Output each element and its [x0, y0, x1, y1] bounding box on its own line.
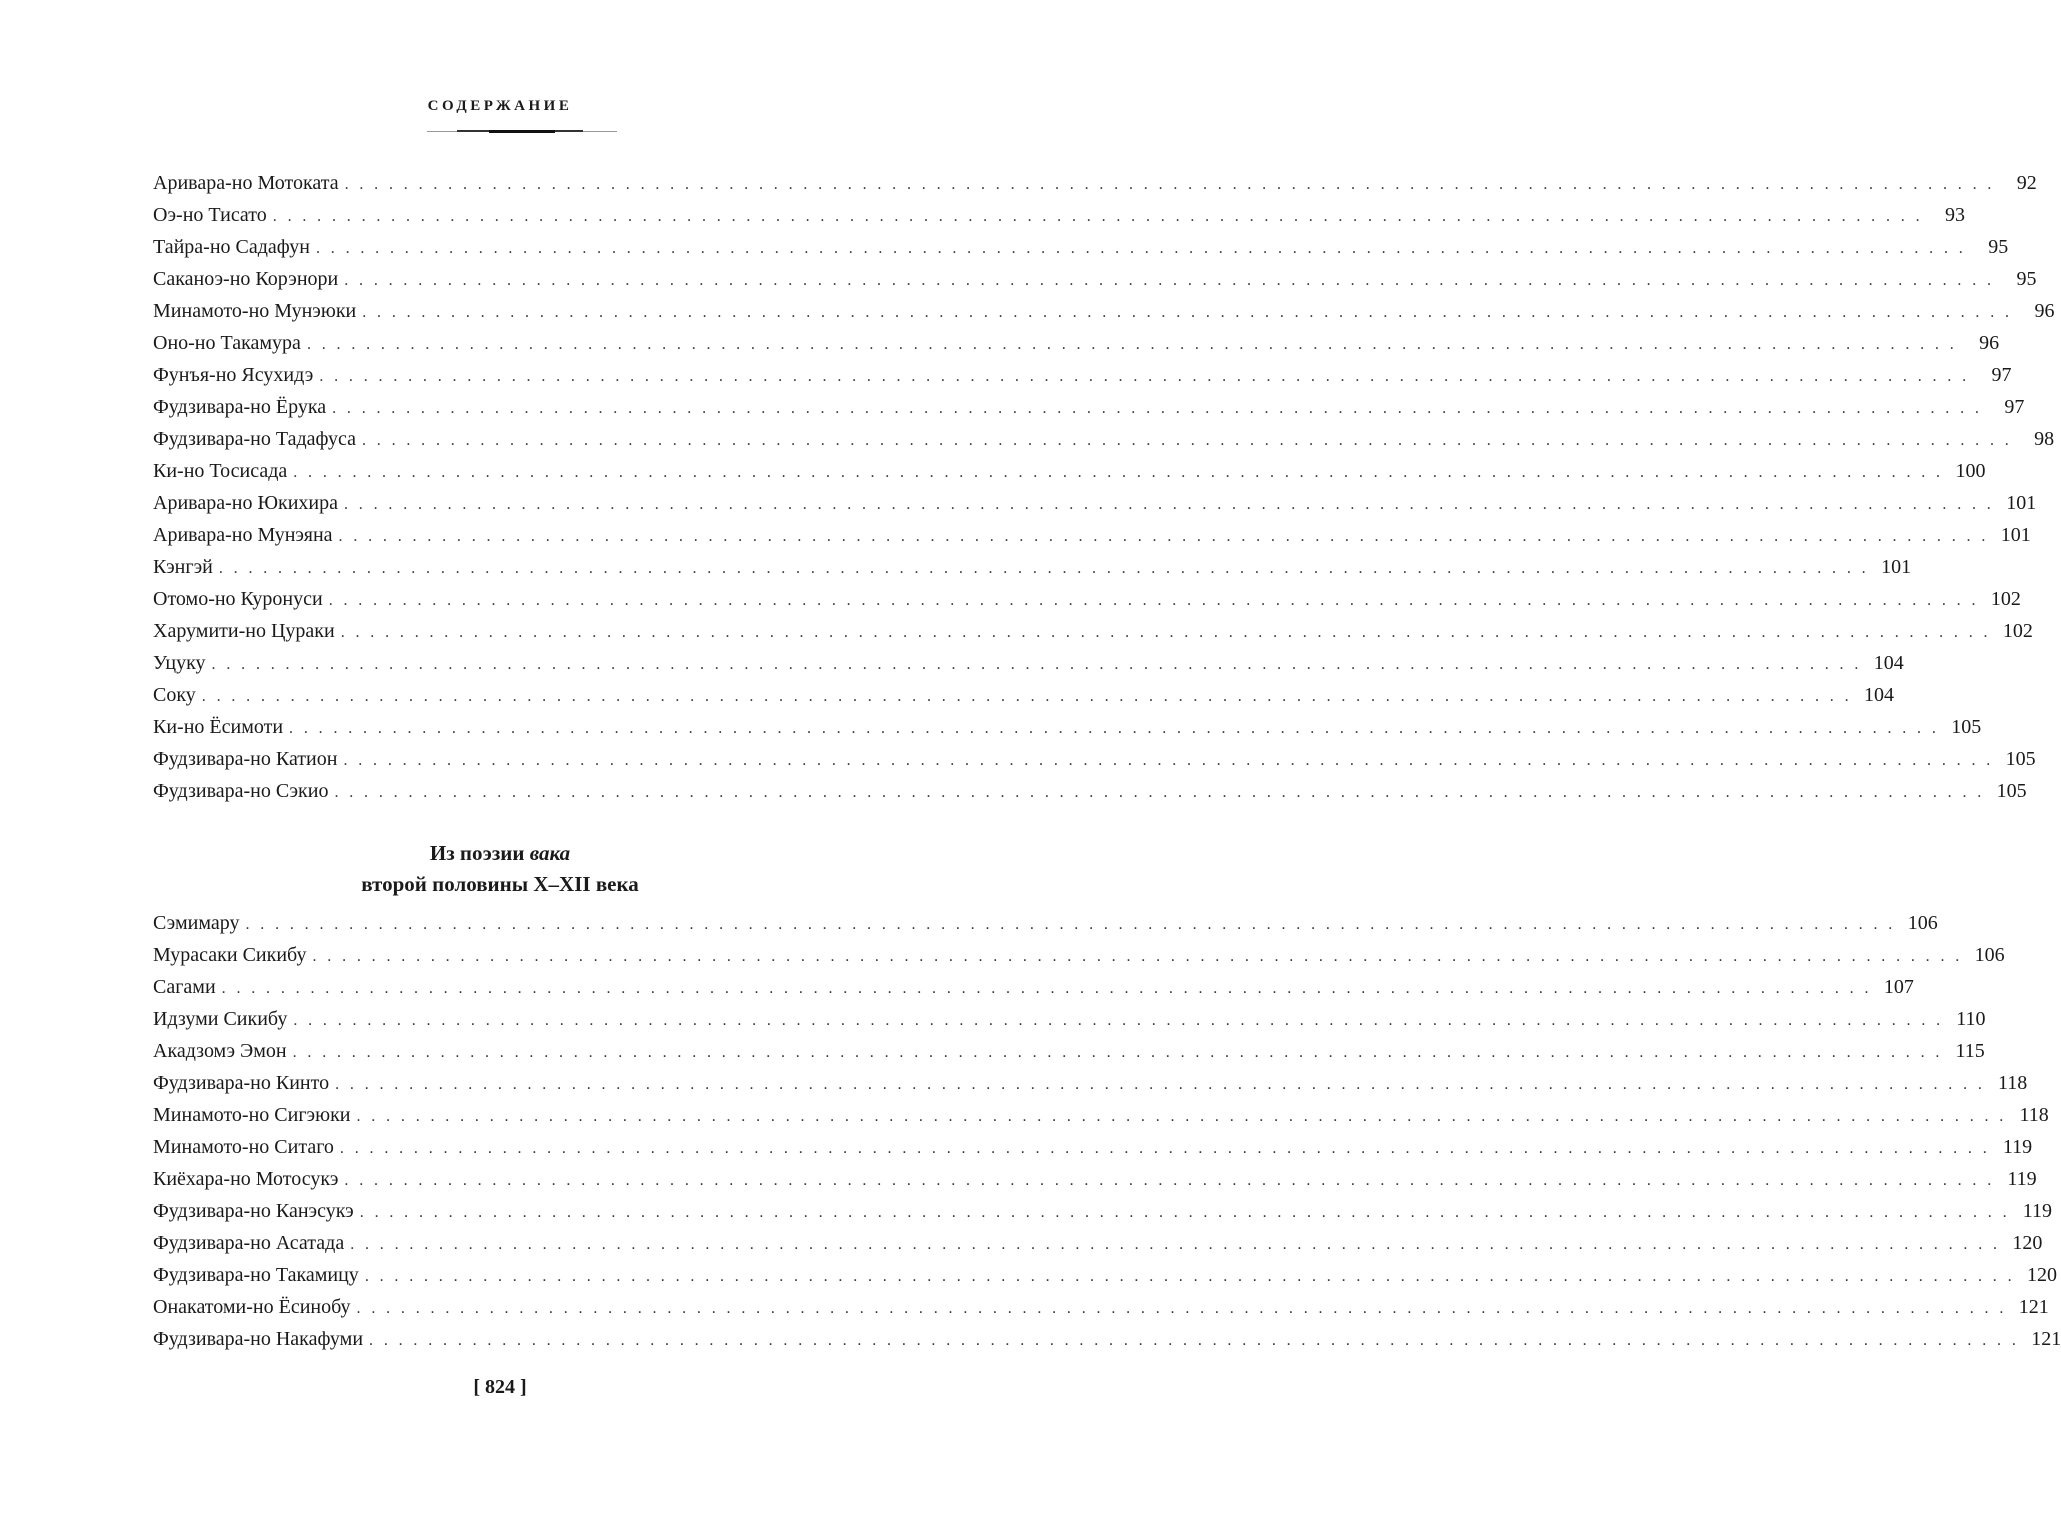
toc-entry-title: Фудзивара-но Тадафуса: [153, 428, 356, 450]
toc-entry[interactable]: [153, 907, 1938, 939]
toc-entry[interactable]: [153, 647, 1904, 679]
toc-entry-title: Отомо-но Куронуси: [153, 588, 323, 610]
ornament-thick-line: [489, 130, 555, 133]
toc-entry[interactable]: [153, 1099, 2049, 1131]
toc-entry-title: Фудзивара-но Накафуми: [153, 1328, 364, 1350]
section-title: [0, 838, 1000, 900]
dot-leader: . . . . . . . . . . . . . . . . . . . . . . . . . . . . . . . . . . . . . . . . . . . . . . . . . . . . . . . . . . . . . . . . . . . . . . . . . . . . . . . . . . . . . . . . . . . . . . . . . . . . . . . . . . . . . . . .: [369, 1332, 2020, 1349]
toc-entry-title: Сагами: [153, 976, 216, 998]
toc-entry-page: 118: [2019, 1104, 2049, 1126]
toc-entry-page: 96: [2034, 300, 2055, 322]
toc-entry-title: Фудзивара-но Ёрука: [153, 396, 327, 418]
toc-entry-page: 102: [2002, 620, 2033, 642]
dot-leader: . . . . . . . . . . . . . . . . . . . . . . . . . . . . . . . . . . . . . . . . . . . . . . . . . . . . . . . . . . . . . . . . . . . . . . . . . . . . . . . . . . . . . . . . . . . . . . . . . . . . . . . . . . . . . . . .: [335, 1076, 1986, 1093]
ornament-rule: [427, 130, 617, 133]
dot-leader: . . . . . . . . . . . . . . . . . . . . . . . . . . . . . . . . . . . . . . . . . . . . . . . . . . . . . . . . . . . . . . . . . . . . . . . . . . . . . . . . . . . . . . . . . . . . . . . . . . . . . . . . . . . . . . . .: [289, 720, 1940, 737]
toc-entry-title: Акадзомэ Эмон: [153, 1040, 287, 1062]
toc-entry-title: Ки-но Тосисада: [153, 460, 288, 482]
dot-leader: . . . . . . . . . . . . . . . . . . . . . . . . . . . . . . . . . . . . . . . . . . . . . . . . . . . . . . . . . . . . . . . . . . . . . . . . . . . . . . . . . . . . . . . . . . . . . . . . . . . . . . . . . . . . . . . .: [319, 368, 1970, 385]
toc-entry-page: 102: [1990, 588, 2021, 610]
toc-entry-page: 100: [1955, 460, 1986, 482]
toc-entry-title: Минамото-но Мунэюки: [153, 300, 357, 322]
toc-entry-title: Оэ-но Тисато: [153, 204, 267, 226]
toc-entry-page: 120: [2012, 1232, 2043, 1254]
dot-leader: . . . . . . . . . . . . . . . . . . . . . . . . . . . . . . . . . . . . . . . . . . . . . . . . . . . . . . . . . . . . . . . . . . . . . . . . . . . . . . . . . . . . . . . . . . . . . . . . . . . . . . . . . . . . . . . .: [359, 1204, 2010, 1221]
toc-entry-title: Фудзивара-но Сэкио: [153, 780, 329, 802]
toc-entry-title: Харумити-но Цураки: [153, 620, 335, 642]
toc-entry-page: 121: [2018, 1296, 2049, 1318]
toc-entry[interactable]: [153, 263, 2037, 295]
dot-leader: . . . . . . . . . . . . . . . . . . . . . . . . . . . . . . . . . . . . . . . . . . . . . . . . . . . . . . . . . . . . . . . . . . . . . . . . . . . . . . . . . . . . . . . . . . . . . . . . . . . . . . . . . . . . . . . .: [292, 1044, 1943, 1061]
toc-entry-title: Фудзивара-но Асатада: [153, 1232, 345, 1254]
toc-entry[interactable]: [153, 1035, 1985, 1067]
section-title-line2: второй половины X–XII века: [361, 872, 639, 896]
toc-entry-title: Аривара-но Мотоката: [153, 172, 339, 194]
toc-list-part2: [153, 907, 2061, 1355]
toc-entry-title: Сэмимару: [153, 912, 240, 934]
toc-entry[interactable]: [153, 711, 1982, 743]
toc-entry[interactable]: [153, 295, 2055, 327]
toc-entry-page: 105: [1951, 716, 1982, 738]
toc-entry-page: 93: [1944, 204, 1965, 226]
toc-entry-page: 120: [2027, 1264, 2058, 1286]
dot-leader: . . . . . . . . . . . . . . . . . . . . . . . . . . . . . . . . . . . . . . . . . . . . . . . . . . . . . . . . . . . . . . . . . . . . . . . . . . . . . . . . . . . . . . . . . . . . . . . . . . . . . . . . . . . . . . . .: [201, 688, 1852, 705]
dot-leader: . . . . . . . . . . . . . . . . . . . . . . . . . . . . . . . . . . . . . . . . . . . . . . . . . . . . . . . . . . . . . . . . . . . . . . . . . . . . . . . . . . . . . . . . . . . . . . . . . . . . . . . . . . . . . . . .: [339, 1140, 1991, 1157]
toc-entry-title: Фудзивара-но Катион: [153, 748, 338, 770]
dot-leader: . . . . . . . . . . . . . . . . . . . . . . . . . . . . . . . . . . . . . . . . . . . . . . . . . . . . . . . . . . . . . . . . . . . . . . . . . . . . . . . . . . . . . . . . . . . . . . . . . . . . . . . . . . . . . . . .: [221, 980, 1872, 997]
toc-entry[interactable]: [153, 1291, 2049, 1323]
toc-entry-title: Минамото-но Сигэюки: [153, 1104, 351, 1126]
toc-entry-page: 101: [2006, 492, 2037, 514]
toc-entry[interactable]: [153, 487, 2037, 519]
toc-entry[interactable]: [153, 939, 2005, 971]
toc-entry[interactable]: [153, 551, 1912, 583]
toc-entry[interactable]: [153, 1227, 2043, 1259]
toc-entry-title: Фунъя-но Ясухидэ: [153, 364, 314, 386]
dot-leader: . . . . . . . . . . . . . . . . . . . . . . . . . . . . . . . . . . . . . . . . . . . . . . . . . . . . . . . . . . . . . . . . . . . . . . . . . . . . . . . . . . . . . . . . . . . . . . . . . . . . . . . . . . . . . . . .: [332, 400, 1983, 417]
toc-entry-page: 118: [1998, 1072, 2028, 1094]
toc-entry-page: 95: [2016, 268, 2037, 290]
dot-leader: . . . . . . . . . . . . . . . . . . . . . . . . . . . . . . . . . . . . . . . . . . . . . . . . . . . . . . . . . . . . . . . . . . . . . . . . . . . . . . . . . . . . . . . . . . . . . . . . . . . . . . . . . . . . . . . .: [312, 948, 1963, 965]
toc-entry-page: 101: [1881, 556, 1912, 578]
running-head: СОДЕРЖАНИЕ: [427, 98, 573, 114]
toc-entry[interactable]: [153, 615, 2033, 647]
toc-entry[interactable]: [153, 1195, 2052, 1227]
dot-leader: . . . . . . . . . . . . . . . . . . . . . . . . . . . . . . . . . . . . . . . . . . . . . . . . . . . . . . . . . . . . . . . . . . . . . . . . . . . . . . . . . . . . . . . . . . . . . . . . . . . . . . . . . . . . . . . .: [338, 528, 1989, 545]
toc-entry-page: 104: [1873, 652, 1904, 674]
dot-leader: . . . . . . . . . . . . . . . . . . . . . . . . . . . . . . . . . . . . . . . . . . . . . . . . . . . . . . . . . . . . . . . . . . . . . . . . . . . . . . . . . . . . . . . . . . . . . . . . . . . . . . . . . . . . . . . .: [356, 1108, 2007, 1125]
dot-leader: . . . . . . . . . . . . . . . . . . . . . . . . . . . . . . . . . . . . . . . . . . . . . . . . . . . . . . . . . . . . . . . . . . . . . . . . . . . . . . . . . . . . . . . . . . . . . . . . . . . . . . . . . . . . . . . .: [245, 916, 1896, 933]
toc-entry[interactable]: [153, 1131, 2033, 1163]
toc-entry[interactable]: [153, 775, 2027, 807]
toc-entry[interactable]: [153, 971, 1914, 1003]
toc-entry[interactable]: [153, 455, 1986, 487]
dot-leader: . . . . . . . . . . . . . . . . . . . . . . . . . . . . . . . . . . . . . . . . . . . . . . . . . . . . . . . . . . . . . . . . . . . . . . . . . . . . . . . . . . . . . . . . . . . . . . . . . . . . . . . . . . . . . . . .: [334, 784, 1985, 801]
dot-leader: . . . . . . . . . . . . . . . . . . . . . . . . . . . . . . . . . . . . . . . . . . . . . . . . . . . . . . . . . . . . . . . . . . . . . . . . . . . . . . . . . . . . . . . . . . . . . . . . . . . . . . . . . . . . . . . .: [211, 656, 1862, 673]
toc-entry-page: 110: [1956, 1008, 1986, 1030]
toc-entry-title: Соку: [153, 684, 196, 706]
toc-entry[interactable]: [153, 1323, 2061, 1355]
dot-leader: . . . . . . . . . . . . . . . . . . . . . . . . . . . . . . . . . . . . . . . . . . . . . . . . . . . . . . . . . . . . . . . . . . . . . . . . . . . . . . . . . . . . . . . . . . . . . . . . . . . . . . . . . . . . . . . .: [293, 1012, 1944, 1029]
toc-entry[interactable]: [153, 327, 2000, 359]
dot-leader: . . . . . . . . . . . . . . . . . . . . . . . . . . . . . . . . . . . . . . . . . . . . . . . . . . . . . . . . . . . . . . . . . . . . . . . . . . . . . . . . . . . . . . . . . . . . . . . . . . . . . . . . . . . . . . . .: [361, 432, 2013, 449]
toc-entry[interactable]: [153, 679, 1894, 711]
toc-entry-page: 106: [1907, 912, 1938, 934]
dot-leader: . . . . . . . . . . . . . . . . . . . . . . . . . . . . . . . . . . . . . . . . . . . . . . . . . . . . . . . . . . . . . . . . . . . . . . . . . . . . . . . . . . . . . . . . . . . . . . . . . . . . . . . . . . . . . . . .: [344, 272, 1995, 289]
toc-entry-title: Фудзивара-но Канэсукэ: [153, 1200, 354, 1222]
dot-leader: . . . . . . . . . . . . . . . . . . . . . . . . . . . . . . . . . . . . . . . . . . . . . . . . . . . . . . . . . . . . . . . . . . . . . . . . . . . . . . . . . . . . . . . . . . . . . . . . . . . . . . . . . . . . . . . .: [364, 1268, 2016, 1285]
toc-entry-page: 105: [2005, 748, 2036, 770]
dot-leader: . . . . . . . . . . . . . . . . . . . . . . . . . . . . . . . . . . . . . . . . . . . . . . . . . . . . . . . . . . . . . . . . . . . . . . . . . . . . . . . . . . . . . . . . . . . . . . . . . . . . . . . . . . . . . . . .: [362, 304, 2013, 321]
dot-leader: . . . . . . . . . . . . . . . . . . . . . . . . . . . . . . . . . . . . . . . . . . . . . . . . . . . . . . . . . . . . . . . . . . . . . . . . . . . . . . . . . . . . . . . . . . . . . . . . . . . . . . . . . . . . . . . .: [340, 624, 1991, 641]
toc-entry[interactable]: [153, 519, 2031, 551]
toc-entry[interactable]: [153, 1067, 2028, 1099]
toc-entry-title: Аривара-но Юкихира: [153, 492, 338, 514]
toc-entry-page: 119: [2022, 1200, 2052, 1222]
toc-entry-title: Тайра-но Садафун: [153, 236, 310, 258]
toc-entry-page: 106: [1974, 944, 2005, 966]
toc-entry-page: 92: [2016, 172, 2037, 194]
toc-entry[interactable]: [153, 231, 2009, 263]
dot-leader: . . . . . . . . . . . . . . . . . . . . . . . . . . . . . . . . . . . . . . . . . . . . . . . . . . . . . . . . . . . . . . . . . . . . . . . . . . . . . . . . . . . . . . . . . . . . . . . . . . . . . . . . . . . . . . . .: [293, 464, 1944, 481]
dot-leader: . . . . . . . . . . . . . . . . . . . . . . . . . . . . . . . . . . . . . . . . . . . . . . . . . . . . . . . . . . . . . . . . . . . . . . . . . . . . . . . . . . . . . . . . . . . . . . . . . . . . . . . . . . . . . . . .: [344, 496, 1995, 513]
section-title-prefix: Из поэзии: [429, 841, 530, 865]
dot-leader: . . . . . . . . . . . . . . . . . . . . . . . . . . . . . . . . . . . . . . . . . . . . . . . . . . . . . . . . . . . . . . . . . . . . . . . . . . . . . . . . . . . . . . . . . . . . . . . . . . . . . . . . . . . . . . . .: [328, 592, 1979, 609]
toc-entry-page: 95: [1988, 236, 2009, 258]
toc-entry-title: Фудзивара-но Кинто: [153, 1072, 330, 1094]
toc-entry-page: 107: [1883, 976, 1914, 998]
dot-leader: . . . . . . . . . . . . . . . . . . . . . . . . . . . . . . . . . . . . . . . . . . . . . . . . . . . . . . . . . . . . . . . . . . . . . . . . . . . . . . . . . . . . . . . . . . . . . . . . . . . . . . . . . . . . . . . .: [343, 752, 1994, 769]
dot-leader: . . . . . . . . . . . . . . . . . . . . . . . . . . . . . . . . . . . . . . . . . . . . . . . . . . . . . . . . . . . . . . . . . . . . . . . . . . . . . . . . . . . . . . . . . . . . . . . . . . . . . . . . . . . . . . . .: [344, 1172, 1995, 1189]
toc-entry-page: 119: [2002, 1136, 2033, 1158]
toc-entry-title: Онакатоми-но Ёсинобу: [153, 1296, 351, 1318]
toc-entry-title: Аривара-но Мунэяна: [153, 524, 333, 546]
dot-leader: . . . . . . . . . . . . . . . . . . . . . . . . . . . . . . . . . . . . . . . . . . . . . . . . . . . . . . . . . . . . . . . . . . . . . . . . . . . . . . . . . . . . . . . . . . . . . . . . . . . . . . . . . . . . . . . .: [272, 208, 1923, 225]
dot-leader: . . . . . . . . . . . . . . . . . . . . . . . . . . . . . . . . . . . . . . . . . . . . . . . . . . . . . . . . . . . . . . . . . . . . . . . . . . . . . . . . . . . . . . . . . . . . . . . . . . . . . . . . . . . . . . . .: [350, 1236, 2001, 1253]
dot-leader: . . . . . . . . . . . . . . . . . . . . . . . . . . . . . . . . . . . . . . . . . . . . . . . . . . . . . . . . . . . . . . . . . . . . . . . . . . . . . . . . . . . . . . . . . . . . . . . . . . . . . . . . . . . . . . . .: [315, 240, 1967, 257]
toc-entry-title: Ки-но Ёсимоти: [153, 716, 284, 738]
toc-entry[interactable]: [153, 359, 2012, 391]
toc-entry[interactable]: [153, 1259, 2058, 1291]
toc-entry-page: 97: [1991, 364, 2012, 386]
toc-list-part1: [153, 167, 2055, 807]
toc-entry[interactable]: [153, 199, 1965, 231]
toc-entry-page: 101: [2000, 524, 2031, 546]
toc-entry[interactable]: [153, 1163, 2037, 1195]
toc-entry[interactable]: [153, 743, 2036, 775]
toc-entry-page: 105: [1996, 780, 2027, 802]
page-number: [ 824 ]: [473, 1376, 527, 1398]
dot-leader: . . . . . . . . . . . . . . . . . . . . . . . . . . . . . . . . . . . . . . . . . . . . . . . . . . . . . . . . . . . . . . . . . . . . . . . . . . . . . . . . . . . . . . . . . . . . . . . . . . . . . . . . . . . . . . . .: [306, 336, 1958, 353]
toc-entry-title: Мурасаки Сикибу: [153, 944, 307, 966]
toc-entry-title: Кэнгэй: [153, 556, 213, 578]
toc-entry-page: 104: [1863, 684, 1894, 706]
toc-entry[interactable]: [153, 423, 2055, 455]
toc-entry-page: 115: [1955, 1040, 1985, 1062]
section-title-line1: [0, 838, 1000, 869]
toc-entry-title: Минамото-но Ситаго: [153, 1136, 334, 1158]
dot-leader: . . . . . . . . . . . . . . . . . . . . . . . . . . . . . . . . . . . . . . . . . . . . . . . . . . . . . . . . . . . . . . . . . . . . . . . . . . . . . . . . . . . . . . . . . . . . . . . . . . . . . . . . . . . . . . . .: [218, 560, 1870, 577]
dot-leader: . . . . . . . . . . . . . . . . . . . . . . . . . . . . . . . . . . . . . . . . . . . . . . . . . . . . . . . . . . . . . . . . . . . . . . . . . . . . . . . . . . . . . . . . . . . . . . . . . . . . . . . . . . . . . . . .: [356, 1300, 2007, 1317]
toc-entry-page: 97: [2004, 396, 2025, 418]
toc-entry[interactable]: [153, 583, 2021, 615]
toc-entry-page: 96: [1979, 332, 2000, 354]
dot-leader: . . . . . . . . . . . . . . . . . . . . . . . . . . . . . . . . . . . . . . . . . . . . . . . . . . . . . . . . . . . . . . . . . . . . . . . . . . . . . . . . . . . . . . . . . . . . . . . . . . . . . . . . . . . . . . . .: [344, 176, 1995, 193]
toc-entry-title: Саканоэ-но Корэнори: [153, 268, 339, 290]
toc-entry-title: Уцуку: [153, 652, 206, 674]
toc-entry-title: Идзуми Сикибу: [153, 1008, 288, 1030]
toc-entry-page: 121: [2031, 1328, 2061, 1350]
toc-entry-page: 119: [2007, 1168, 2037, 1190]
toc-entry-title: Оно-но Такамура: [153, 332, 301, 354]
toc-entry-title: Киёхара-но Мотосукэ: [153, 1168, 339, 1190]
toc-entry-page: 98: [2034, 428, 2055, 450]
toc-entry[interactable]: [153, 391, 2025, 423]
toc-entry[interactable]: [153, 167, 2037, 199]
toc-entry-title: Фудзивара-но Такамицу: [153, 1264, 359, 1286]
toc-entry[interactable]: [153, 1003, 1986, 1035]
section-title-italic: вака: [529, 841, 571, 865]
